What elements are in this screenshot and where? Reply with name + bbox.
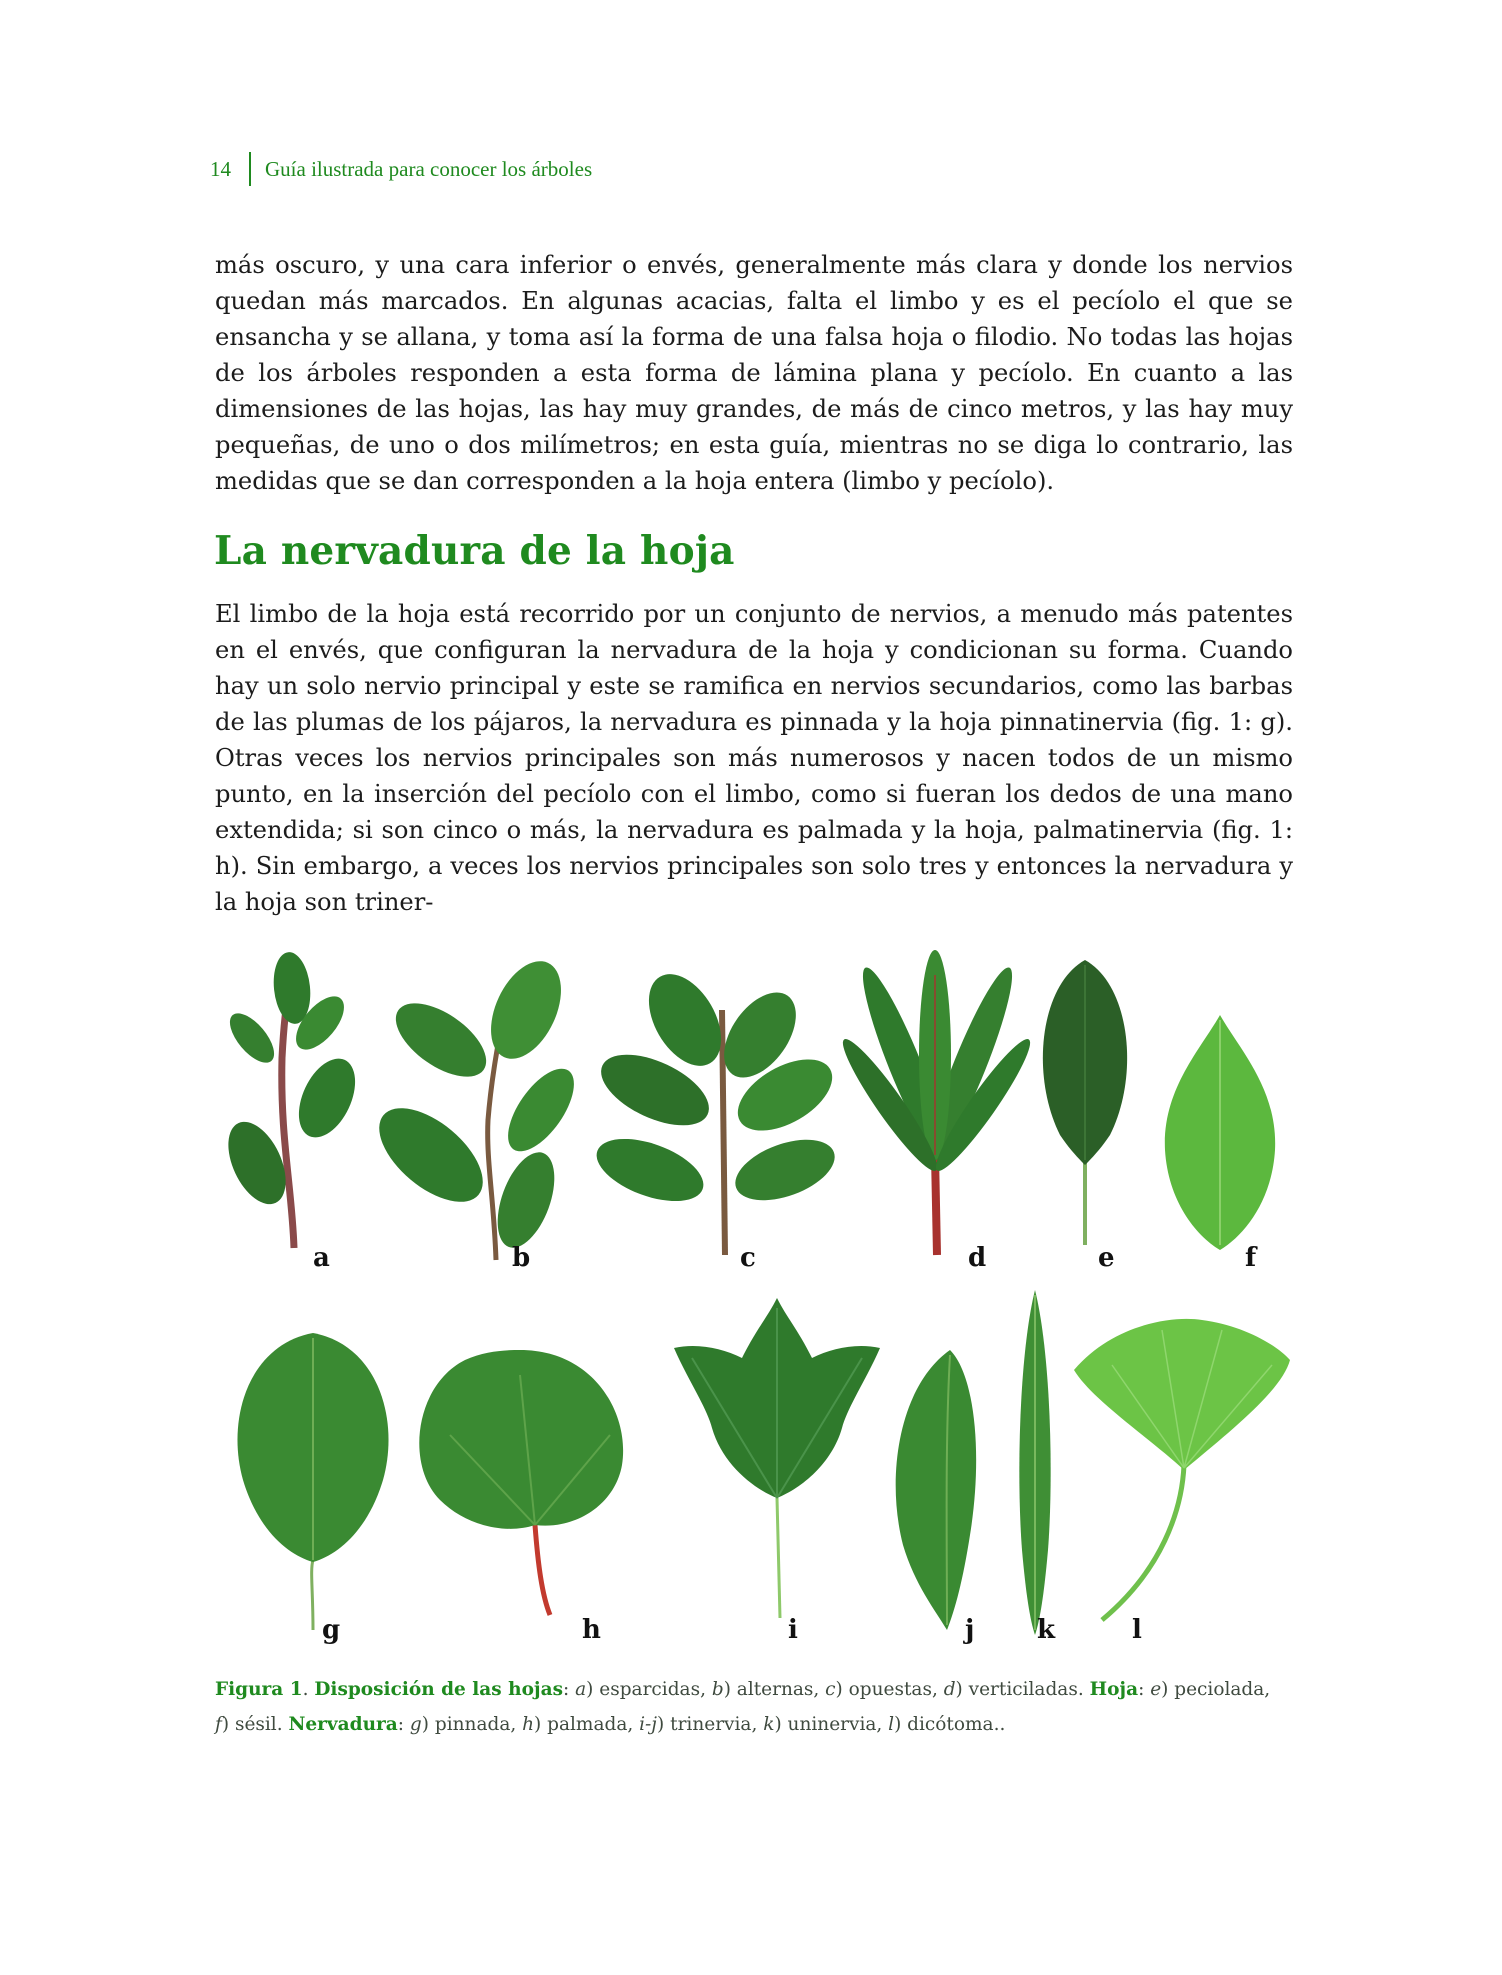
leaf-letter-a: a <box>313 1243 330 1273</box>
leaf-letter-g: g <box>322 1615 341 1645</box>
paragraph-nervadura: El limbo de la hoja está recorrido por un conjunto de nervios, a menudo más patentes en el envés, que configuran la nervadura de la hoja y condicionan su forma. Cuando hay un solo nervio principal y este se ramifica en nervios secundarios, como las barbas de las plumas de los pájaros, la nervadura es pinnada y la hoja pinnatinervia (fig. 1: g). Otras veces los nervios principales son más numerosos y nacen todos de un mismo punto, en la inserción del pecíolo con el limbo, como si fueran los dedos de una mano extendida; si son cinco o más, la nervadura es palmada y la hoja, palmatinervia (fig. 1: h). Sin embargo, a veces los nervios principales son solo tres y entonces la nervadura y la hoja son triner- <box>215 600 1293 916</box>
section-title: La nervadura de la hoja <box>214 528 735 574</box>
leaf-l-illustration <box>1072 1310 1292 1630</box>
page-header <box>210 152 592 186</box>
caption-heading-venation: Nervadura <box>288 1714 398 1735</box>
page-number: 14 <box>210 156 231 181</box>
leaf-letter-i: i <box>788 1615 798 1645</box>
caption-heading-leaf: Hoja <box>1089 1679 1139 1700</box>
leaf-letter-h: h <box>582 1615 601 1645</box>
caption-figure-label: Figura 1 <box>215 1679 303 1700</box>
leaf-letter-c: c <box>740 1243 756 1273</box>
paragraph-intro: más oscuro, y una cara inferior o envés, generalmente más clara y donde los nervios quedan más marcados. En algunas acacias, falta el limbo y es el pecíolo el que se ensancha y se allana, y toma así la forma de una falsa hoja o filodio. No todas las hojas de los árboles responden a esta forma de lámina plana y pecíolo. En cuanto a las dimensiones de las hojas, las hay muy grandes, de más de cinco metros, y las hay muy pequeñas, de uno o dos milímetros; en esta guía, mientras no se diga lo contrario, las medidas que se dan corresponden a la hoja entera (limbo y pecíolo). <box>215 251 1293 495</box>
leaf-h-illustration <box>410 1345 630 1625</box>
leaf-c-illustration <box>600 970 820 1260</box>
leaf-a-illustration <box>222 948 352 1258</box>
leaf-d-illustration <box>855 955 1015 1260</box>
leaf-k-illustration <box>1010 1290 1060 1635</box>
leaf-letter-d: d <box>968 1243 987 1273</box>
leaf-f-illustration <box>1160 1010 1280 1250</box>
leaf-j-illustration <box>885 1345 985 1635</box>
leaf-letter-f: f <box>1245 1243 1257 1273</box>
leaf-letter-b: b <box>512 1243 531 1273</box>
leaf-b-illustration <box>376 960 566 1265</box>
leaf-letter-e: e <box>1098 1243 1115 1273</box>
leaf-i-illustration <box>672 1298 882 1618</box>
leaf-letter-j: j <box>965 1615 975 1645</box>
figure-caption: Figura 1. Disposición de las hojas: a) esparcidas, b) alternas, c) opuestas, d) verticiladas. Hoja: e) peciolada, f) sésil. Nervadura: g) pinnada, h) palmada, i-j) trinervia, k) uninervia, l) dicótoma.. <box>215 1679 1271 1735</box>
leaf-letter-k: k <box>1037 1615 1056 1645</box>
leaf-letter-l: l <box>1132 1615 1142 1645</box>
leaf-e-illustration <box>1030 955 1140 1245</box>
running-title: Guía ilustrada para conocer los árboles <box>265 156 593 181</box>
caption-heading-arrangement: Disposición de las hojas <box>314 1679 564 1700</box>
header-divider <box>249 152 251 186</box>
leaf-g-illustration <box>228 1330 398 1630</box>
